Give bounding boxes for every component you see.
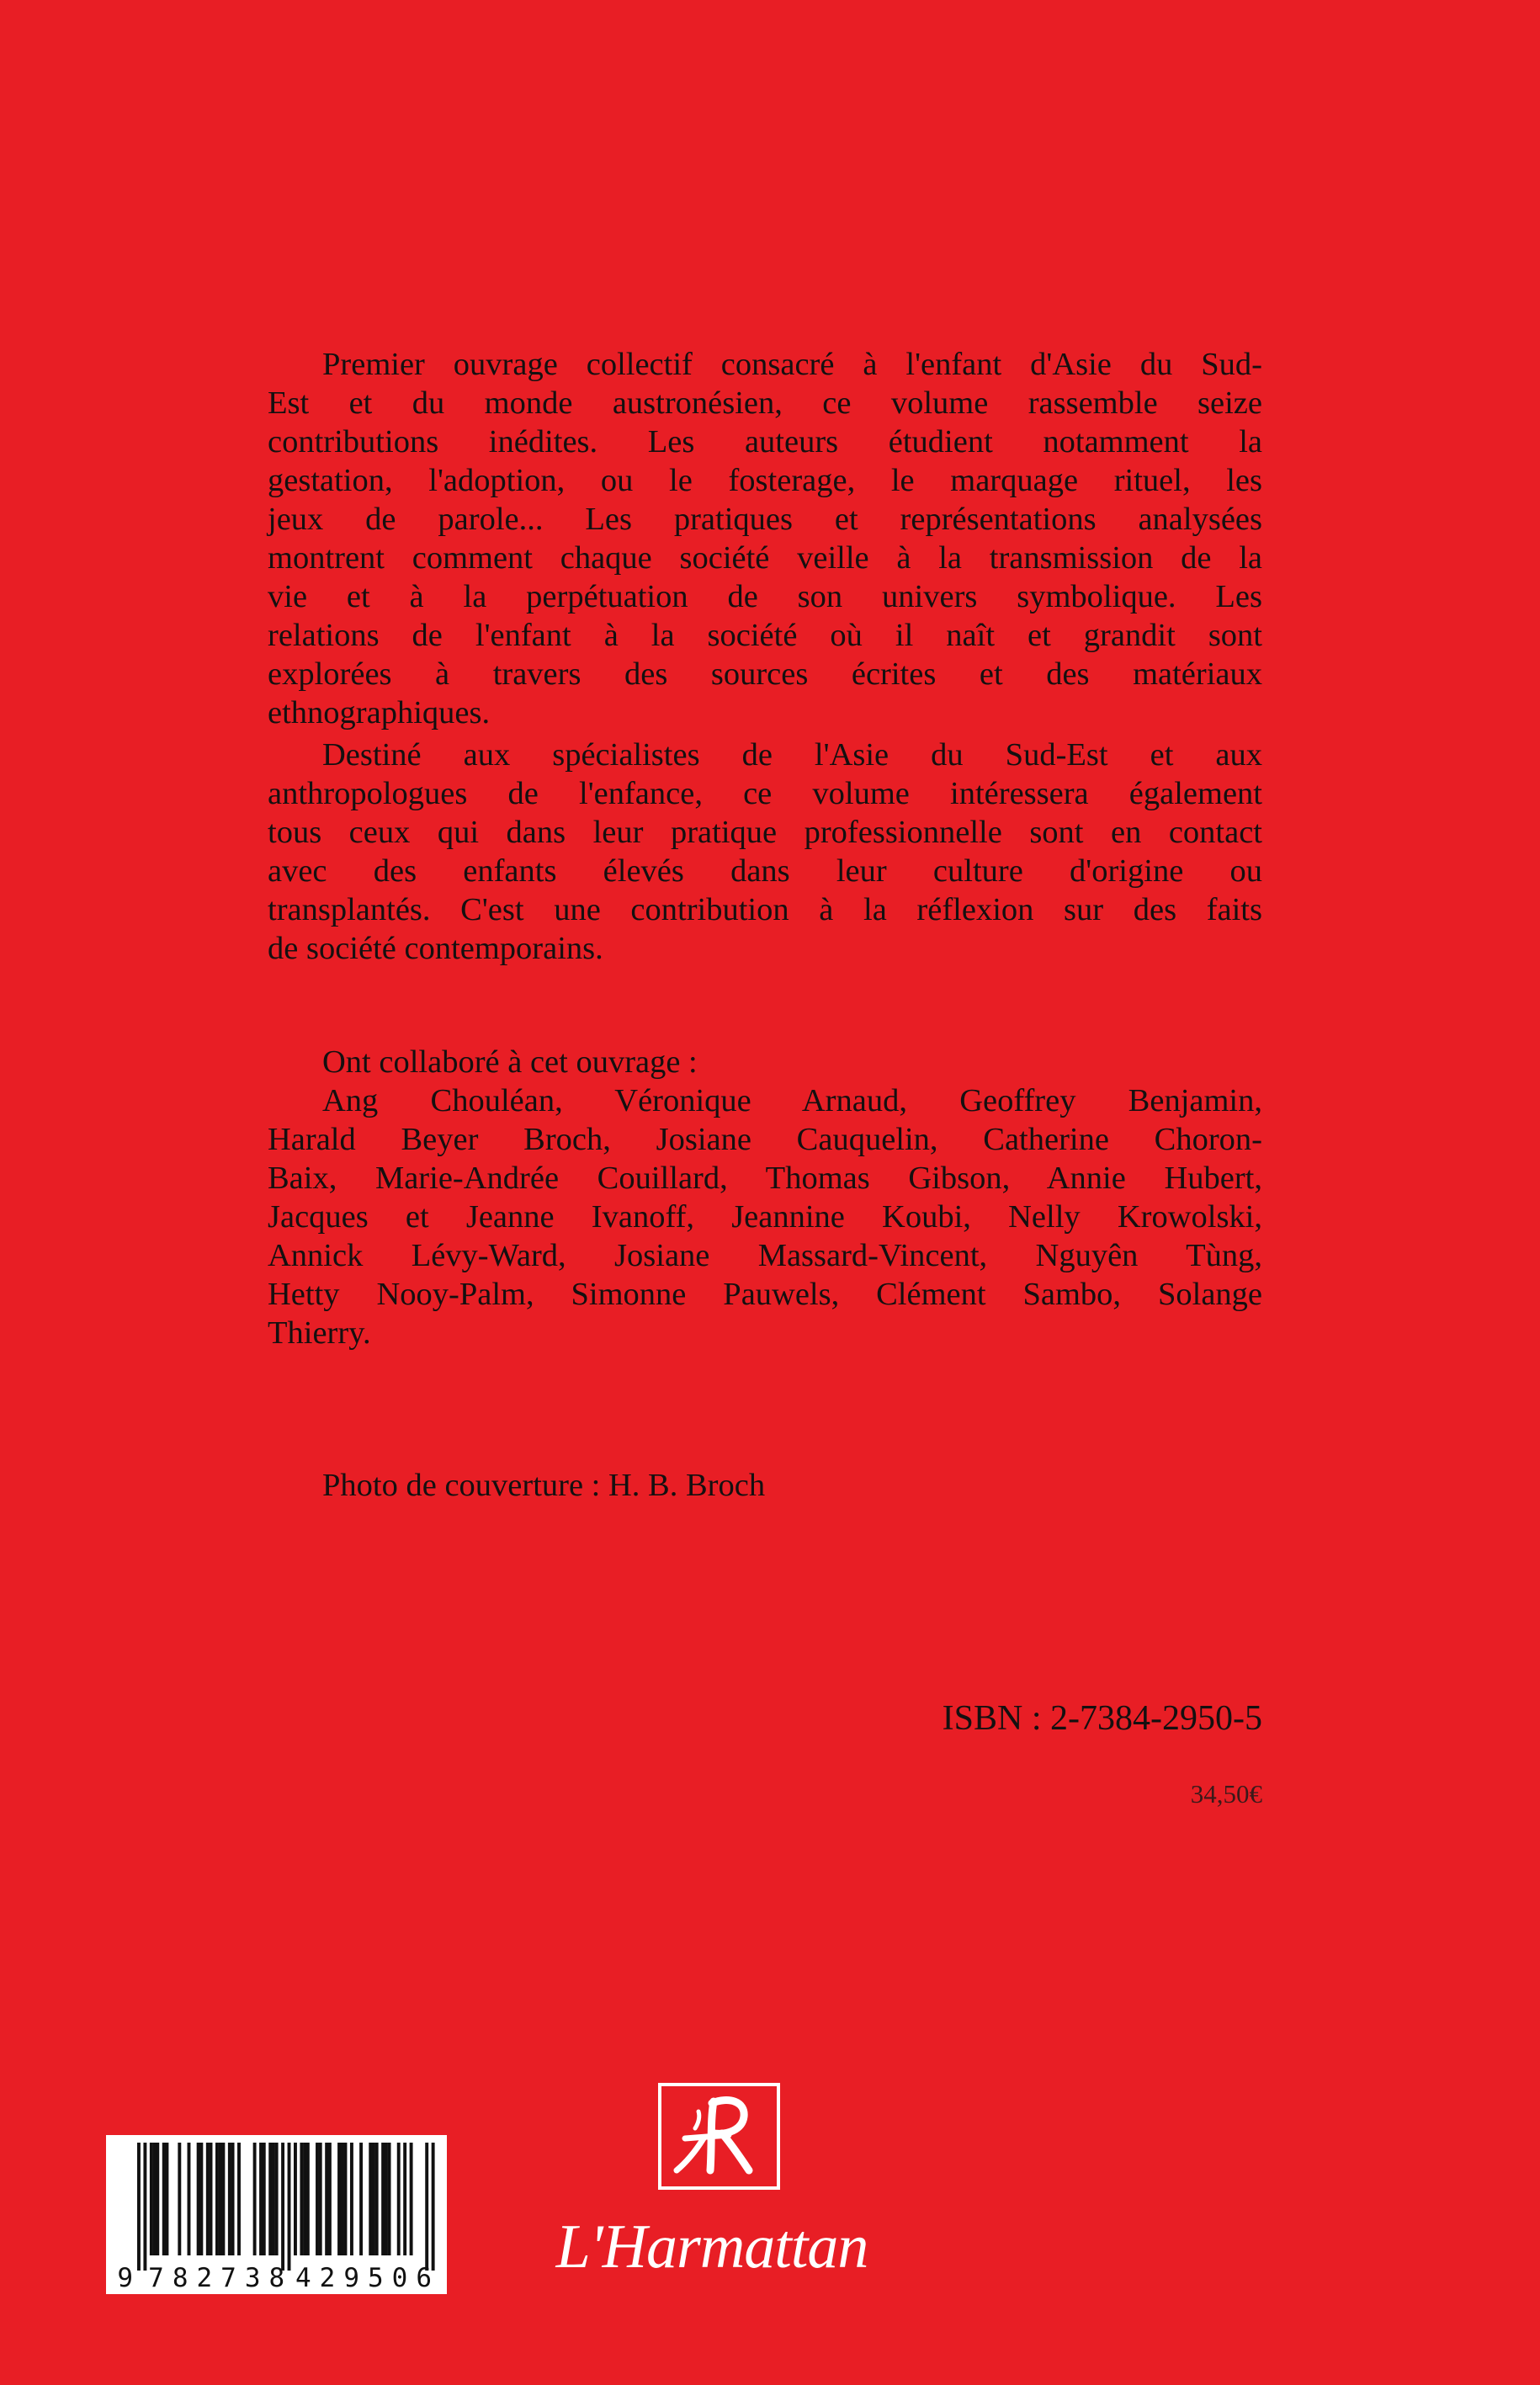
barcode-bar — [397, 2143, 401, 2255]
barcode-digits: 9 — [117, 2263, 133, 2293]
text-line: de société contemporains. — [268, 931, 603, 966]
barcode-bar — [178, 2143, 181, 2255]
barcode-bar — [306, 2143, 310, 2255]
contributors-line: Thierry. — [268, 1315, 371, 1351]
barcode-bar — [432, 2143, 435, 2271]
barcode-bar — [259, 2143, 263, 2255]
barcode-bar — [337, 2143, 341, 2255]
barcode-bar — [344, 2143, 348, 2255]
contributors-line: Harald Beyer Broch, Josiane Cauquelin, Catherine Choron- — [268, 1122, 1262, 1157]
text-line: jeux de parole... Les pratiques et représentations analysées — [268, 502, 1262, 537]
barcode-bar — [156, 2143, 159, 2255]
barcode-bar — [325, 2143, 328, 2255]
isbn: ISBN : 2-7384-2950-5 — [942, 1699, 1262, 1738]
contributors-line: Baix, Marie-Andrée Couillard, Thomas Gibson, Annie Hubert, — [268, 1161, 1262, 1196]
contributors-section — [268, 1043, 1262, 1352]
text-line: Est et du monde austronésien, ce volume rassemble seize — [268, 385, 1262, 421]
contributors-line: Ang Chouléan, Véronique Arnaud, Geoffrey Benjamin, — [322, 1083, 1262, 1118]
barcode-bar — [281, 2143, 284, 2271]
barcode-bar — [228, 2143, 231, 2255]
text-line: relations de l'enfant à la société où il naît et grandit sont — [268, 618, 1262, 653]
barcode-bar — [381, 2143, 385, 2255]
barcode-bar — [275, 2143, 279, 2255]
text-line: vie et à la perpétuation de son univers symbolique. Les — [268, 579, 1262, 614]
barcode-bar — [199, 2143, 203, 2255]
barcode-bar — [253, 2143, 257, 2255]
barcode-bar — [328, 2143, 332, 2255]
barcode-digits: 782738 — [148, 2263, 285, 2293]
barcode-bar — [231, 2143, 235, 2255]
barcode-bar — [316, 2143, 319, 2255]
price: 34,50€ — [1190, 1779, 1262, 1809]
barcode-bar — [153, 2143, 157, 2255]
barcode-bar — [162, 2143, 166, 2255]
barcode-bar — [388, 2143, 391, 2255]
barcode-bar — [272, 2143, 275, 2255]
barcode-bar — [359, 2143, 363, 2255]
publisher-name: L'Harmattan — [555, 2212, 868, 2281]
text-line: Destiné aux spécialistes de l'Asie du Sud-Est et aux — [322, 737, 1262, 773]
barcode-bar — [143, 2143, 146, 2271]
text-line: montrent comment chaque société veille à la transmission de la — [268, 540, 1262, 576]
barcode-bar — [206, 2143, 210, 2255]
barcode-bar — [350, 2143, 353, 2255]
barcode-bar — [372, 2143, 375, 2255]
barcode-bar — [210, 2143, 213, 2255]
text-line: avec des enfants élevés dans leur culture d'origine ou — [268, 853, 1262, 889]
contributors-line: Hetty Nooy-Palm, Simonne Pauwels, Clément Sambo, Solange — [268, 1277, 1262, 1312]
text-line: explorées à travers des sources écrites et des matériaux — [268, 656, 1262, 692]
text-line: tous ceux qui dans leur pratique professionnelle sont en contact — [268, 815, 1262, 850]
barcode-digits: 429506 — [295, 2263, 432, 2293]
barcode-bar — [150, 2143, 153, 2255]
barcode-bar — [385, 2143, 388, 2255]
text-line: transplantés. C'est une contribution à la réflexion sur des faits — [268, 892, 1262, 927]
barcode-bar — [403, 2143, 406, 2255]
harmattan-seal-icon — [658, 2083, 780, 2190]
barcode-bar — [237, 2143, 241, 2255]
barcode-bar — [219, 2143, 222, 2255]
barcode-graphic — [106, 2135, 447, 2294]
barcode — [106, 2135, 447, 2294]
barcode-bar — [300, 2143, 303, 2255]
barcode-bar — [197, 2143, 200, 2255]
text-line: contributions inédites. Les auteurs étudient notamment la — [268, 424, 1262, 459]
description-paragraph-2 — [268, 736, 1262, 968]
text-line: gestation, l'adoption, ou le fosterage, le marquage rituel, les — [268, 463, 1262, 498]
contributors-line: Jacques et Jeanne Ivanoff, Jeannine Koubi, Nelly Krowolski, — [268, 1199, 1262, 1235]
text-line: anthropologues de l'enfance, ce volume intéressera également — [268, 776, 1262, 811]
contributors-line: Annick Lévy-Ward, Josiane Massard-Vincent, Nguyên Tùng, — [268, 1238, 1262, 1273]
text-line: ethnographiques. — [268, 695, 491, 730]
barcode-bar — [288, 2143, 291, 2271]
description-paragraph-1 — [268, 345, 1262, 732]
barcode-bar — [341, 2143, 344, 2255]
barcode-bar — [165, 2143, 168, 2255]
barcode-bar — [215, 2143, 219, 2255]
barcode-bar — [425, 2143, 428, 2271]
barcode-bar — [369, 2143, 372, 2255]
photo-credit: Photo de couverture : H. B. Broch — [322, 1468, 766, 1503]
barcode-bar — [410, 2143, 413, 2255]
publisher-logo-mark — [661, 2086, 777, 2186]
barcode-bar — [263, 2143, 266, 2255]
text-line: Premier ouvrage collectif consacré à l'enfant d'Asie du Sud- — [322, 347, 1262, 382]
barcode-bar — [319, 2143, 322, 2255]
barcode-bar — [375, 2143, 379, 2255]
barcode-bar — [303, 2143, 306, 2255]
barcode-bar — [188, 2143, 191, 2255]
barcode-bar — [268, 2143, 272, 2255]
barcode-bar — [294, 2143, 297, 2255]
contributors-heading: Ont collaboré à cet ouvrage : — [322, 1044, 698, 1080]
barcode-bar — [221, 2143, 225, 2255]
barcode-bar — [137, 2143, 141, 2271]
